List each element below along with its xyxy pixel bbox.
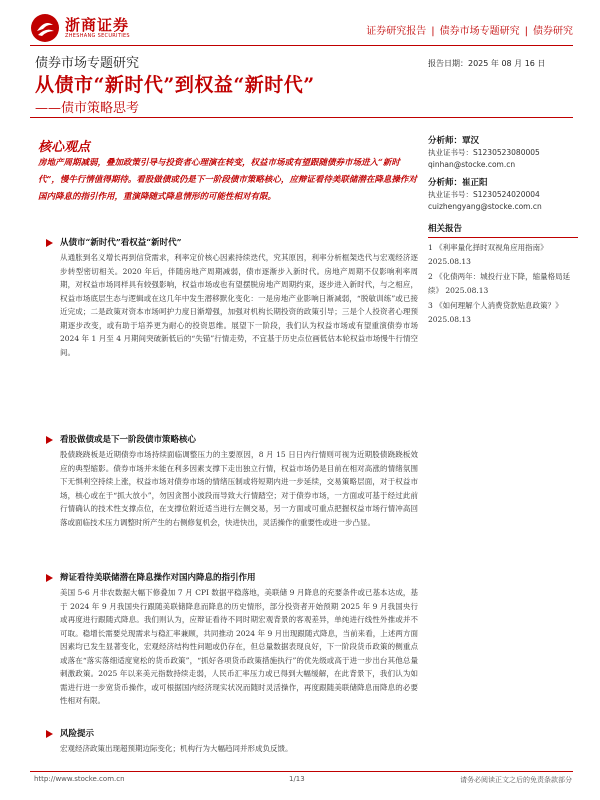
report-subtitle: ——债市策略思考 bbox=[35, 101, 140, 116]
section-title-text: 从债市“新时代”看权益“新时代” bbox=[60, 238, 182, 248]
section-fed-rate-cut bbox=[46, 571, 418, 708]
footer-disclaimer: 请务必阅读正文之后的免责条款部分 bbox=[460, 776, 572, 784]
related-report-text: 《利率量化择时双视角应用指南》 2025.08.13 bbox=[428, 243, 548, 266]
bullet-triangle-icon bbox=[46, 730, 53, 738]
section-new-era bbox=[46, 236, 418, 359]
section-title bbox=[46, 433, 418, 447]
related-report-number: 1 bbox=[428, 243, 433, 252]
report-date-label: 报告日期： bbox=[428, 59, 468, 68]
analyst-email[interactable]: qinhan@stocke.com.cn bbox=[428, 160, 516, 169]
section-body: 宏观经济政策出现超预期边际变化；机构行为大幅趋同并形成负反馈。 bbox=[60, 744, 293, 753]
related-reports-title: 相关报告 bbox=[428, 224, 463, 234]
analyst-cert bbox=[428, 189, 578, 201]
report-type-links: 证券研究报告 | 债券市场专题研究 | 债券研究 bbox=[366, 26, 573, 37]
analyst-cert-number: S1230523080005 bbox=[473, 148, 540, 157]
report-type-research: 证券研究报告 bbox=[366, 26, 427, 37]
report-title: 从债市“新时代”到权益“新时代” bbox=[35, 74, 315, 96]
logo-name-cn: 浙商证券 bbox=[65, 16, 130, 34]
analyst-heading bbox=[428, 177, 578, 189]
section-body: 股债跷跷板是近期债券市场持续面临调整压力的主要原因，8 月 15 日日内行情则可视为近期股债跷跷板效应的典型缩影。债券市场并未能在利多因素支撑下走出独立行情，权益市场仍是目前在相对高涨的情绪氛围下无惧利空持续上涨，权益市场对债券市场的情绪压制或将短期内进一步延续，交易策略层面，对于权益市场，核心或在于“抓大放小”，勿因贪图小波段而导致大行情踏空；对于债券市场，一方面或可基于经过此前行情确认的技术性支撑点位，在支撑位附近适当进行左侧交易，另一方面或可重点把握权益市场行情冲高回落或面临技术压力调整时所产生的右侧修复机会，快进快出，灵活操作的重要性或进一步凸显。 bbox=[60, 450, 418, 527]
footer-website-link[interactable]: http://www.stocke.com.cn bbox=[34, 775, 125, 783]
related-report-number: 2 bbox=[428, 272, 433, 281]
section-title bbox=[46, 727, 418, 741]
analyst-email[interactable]: cuizhengyang@stocke.com.cn bbox=[428, 202, 542, 211]
analyst-cert-label: 执业证书号： bbox=[428, 148, 473, 157]
report-type-bond-topic: 债券市场专题研究 bbox=[439, 26, 520, 37]
section-stock-bond-strategy bbox=[46, 433, 418, 529]
footer-page-number: 1/13 bbox=[289, 775, 305, 783]
analyst-cert bbox=[428, 147, 578, 159]
footer-divider bbox=[30, 771, 573, 772]
related-reports bbox=[428, 222, 578, 328]
report-date bbox=[428, 58, 545, 69]
title-divider bbox=[30, 117, 573, 118]
section-risk-warning bbox=[46, 727, 418, 756]
section-title-text: 看股做债或是下一阶段债市策略核心 bbox=[60, 435, 197, 445]
core-views-text: 房地产周期减弱，叠加政策引导与投资者心理演在转变，权益市场或有望跟随债券市场进入“新时代”，慢牛行情值得期待。看股做债或仍是下一阶段债市策略核心，应辩证看待美联储潜在降息操作对国内降息的指引作用，重演降随式降息情形的可能性相对有限。 bbox=[38, 158, 417, 202]
related-report-number: 3 bbox=[428, 301, 433, 310]
analyst-heading bbox=[428, 135, 578, 147]
analyst-label: 分析师： bbox=[428, 178, 463, 188]
related-reports-divider bbox=[428, 237, 578, 238]
analyst-cert-label: 执业证书号： bbox=[428, 190, 473, 199]
core-views-heading: 核心观点 bbox=[38, 140, 91, 155]
section-title bbox=[46, 571, 418, 585]
analyst-card-1 bbox=[428, 135, 578, 171]
company-logo bbox=[30, 13, 130, 43]
section-title-text: 辩证看待美联储潜在降息操作对国内降息的指引作用 bbox=[60, 573, 256, 583]
section-title bbox=[46, 236, 418, 250]
analyst-card-2 bbox=[428, 177, 578, 213]
bullet-triangle-icon bbox=[46, 574, 53, 582]
report-category: 债券市场专题研究 bbox=[35, 56, 140, 71]
bullet-triangle-icon bbox=[46, 239, 53, 247]
related-report-text: 《化债两年：城投行业下降，缩量格局延续》 2025.08.13 bbox=[428, 272, 571, 295]
report-type-bond-research: 债券研究 bbox=[533, 26, 573, 37]
related-report-text: 《如何理解个人消费贷款贴息政策？》 2025.08.13 bbox=[428, 301, 563, 324]
analyst-cert-number: S1230524020004 bbox=[473, 190, 540, 199]
analyst-name: 崔正阳 bbox=[462, 178, 488, 188]
related-report-item[interactable] bbox=[428, 241, 578, 268]
related-report-item[interactable] bbox=[428, 299, 578, 326]
analyst-label: 分析师： bbox=[428, 136, 463, 146]
zheshang-logo-icon bbox=[30, 13, 60, 43]
related-reports-list bbox=[428, 241, 578, 326]
section-title-text: 风险提示 bbox=[60, 729, 95, 739]
logo-name-en: ZHESHANG SECURITIES bbox=[65, 33, 130, 39]
section-body: 美国 5-6 月非农数据大幅下修叠加 7 月 CPI 数据平稳落地，美联储 9 月降息的充要条件或已基本达成，基于 2024 年 9 月我国央行跟随美联储降息而降息的历史情形，部分投资者开始预期 2025 年 9 月我国央行或再度进行跟随式降息。我们则认为，应辩证看待不同时期宏观背景的客观差异，单纯进行线性外推或并不可取。稳增长需要兑现需求与稳汇率兼顾，共同推动 2024 年 9 月出现跟随式降息，当前来看，上述两方面因素均已发生显著变化，宏观经济结构性问题或仍存在，但总量数据表现良好，下一阶段货币政策的侧重点或落在“落实落细适度宽松的货币政策”，“抓好各项货币政策措施执行”的优先级或高于进一步出台其他总量刺激政策。2025 年以来美元指数持续走弱，人民币汇率压力或已得到大幅缓解，在此背景下，我们认为如需进行进一步宽货币操作，或可根据国内经济现实状况而随时灵活操作，再度跟随美联储降息而降息的必要性相对有限。 bbox=[60, 588, 418, 706]
related-report-item[interactable] bbox=[428, 270, 578, 297]
analyst-name: 覃汉 bbox=[462, 136, 480, 146]
section-body: 从通胀到名义增长再到信贷需求，利率定价核心因素持续迭代，究其原因，利率分析框架迭代与宏观经济逐步转型密切相关。2020 年后，伴随房地产周期减弱，债市逐渐步入新时代。房地产周期不仅影响利率周期，对权益市场同样具有较强影响，权益市场或也有望摆脱房地产周期约束，逐步进入新时代，与之相应，权益市场底层生态与逻辑或在这几年中发生潜移默化变化：一是房地产业影响日渐减弱，“脱敏训练”或已接近完成；二是政策对资本市场呵护力度日渐增强，加强对机构长期投资的政策引导；三是个人投资者心理预期逐步改变，或有助于培养更为耐心的投资思维。展望下一阶段，我们认为权益市场或有望重演债券市场 2024 年 1 月至 4 月期间突破新低后的“失锚”行情走势，不宜基于历史点位画低估本轮权益市场慢牛行情空间。 bbox=[60, 253, 418, 357]
report-date-value: 2025 年 08 月 16 日 bbox=[468, 59, 546, 68]
bullet-triangle-icon bbox=[46, 436, 53, 444]
header-divider bbox=[30, 45, 573, 46]
